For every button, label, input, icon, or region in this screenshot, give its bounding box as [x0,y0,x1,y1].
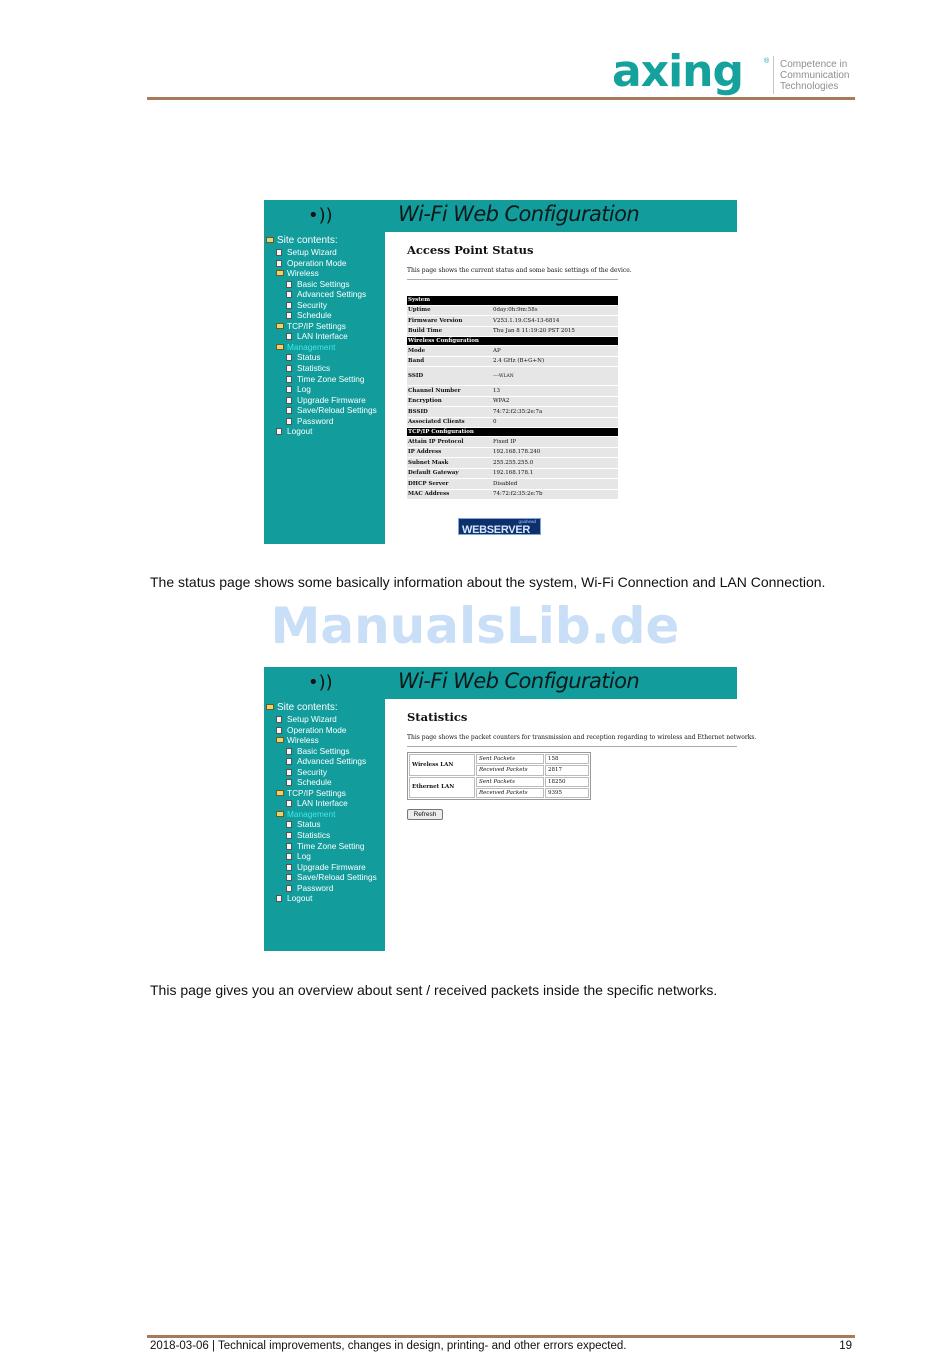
counter-label: Received Packets [476,788,544,798]
sidebar-item-password[interactable] [266,416,377,427]
sidebar-item-password[interactable] [266,883,377,894]
header-rule [147,97,855,100]
row-value: Disabled [492,479,618,490]
status-content [385,232,737,544]
sidebar-item-status[interactable] [266,819,377,830]
nav-tree [266,702,377,904]
row-value: AP [492,346,618,357]
sidebar-item-label: Upgrade Firmware [297,861,366,872]
sidebar-item-label: Statistics [297,830,331,841]
folder-icon [266,704,274,710]
section-header-row [407,296,618,305]
row-key: BSSID [407,407,492,418]
wifi-icon: •)) [308,205,333,226]
sidebar-item-setup-wizard[interactable] [266,247,377,258]
table-row [407,447,618,458]
row-value: 2.4 GHz (B+G+N) [492,356,618,367]
table-row [409,754,589,764]
table-row [407,305,618,316]
tagline-line: Competence in [780,59,848,70]
page-heading: Statistics [407,710,468,724]
sidebar-item-time-zone-setting[interactable] [266,841,377,852]
sidebar-item-label: Upgrade Firmware [297,394,366,405]
divider [407,746,737,747]
sidebar-item-statistics[interactable] [266,830,377,841]
row-value: 192.168.178.1 [492,468,618,479]
page-icon [286,302,292,309]
section-title: System [407,296,618,305]
footer-rule [147,1335,855,1338]
table-row [407,468,618,479]
sidebar-item-logout[interactable] [266,426,377,437]
page-icon [286,291,292,298]
sidebar-item-label: LAN Interface [297,798,348,809]
title-bar [264,667,737,699]
folder-icon [276,737,284,743]
table-row [407,417,618,428]
sidebar-item-operation-mode[interactable] [266,258,377,269]
page-number: 19 [839,1340,852,1352]
divider [407,279,618,280]
badge-big-text: WEBSERVER [462,524,530,536]
row-key: Band [407,356,492,367]
tree-label: Site contents: [277,235,338,246]
site-contents-label [266,235,377,247]
sidebar-item-label: Log [297,851,311,862]
page-icon [276,249,282,256]
section-header-row [407,428,618,437]
sidebar-item-label: Advanced Settings [297,756,367,767]
sidebar-item-label: Logout [287,426,313,437]
page-icon [276,727,282,734]
sidebar-item-label: Security [297,299,327,310]
page-description: This page shows the packet counters for transmission and reception regarding to wireless and Ethernet networks. [407,734,757,741]
sidebar-item-management[interactable] [266,342,377,353]
row-key: IP Address [407,447,492,458]
table-row [407,479,618,490]
footer-text: 2018-03-06 | Technical improvements, changes in design, printing- and other errors expected. [150,1340,627,1352]
sidebar-item-security[interactable] [266,300,377,311]
logo-separator [773,56,774,94]
sidebar-item-label: Status [297,819,321,830]
table-row [407,367,618,386]
sidebar-item-label: LAN Interface [297,331,348,342]
sidebar-item-label: Status [297,352,321,363]
page-icon [286,769,292,776]
page-icon [286,281,292,288]
sidebar-item-save-reload-settings[interactable] [266,872,377,883]
sidebar-item-lan-interface[interactable] [266,798,377,809]
row-key: Subnet Mask [407,458,492,469]
counter-label: Sent Packets [476,754,544,764]
sidebar-item-setup-wizard[interactable] [266,714,377,725]
row-value: 74:72:f2:35:2e:7b [492,489,618,500]
sidebar-item-label: Security [297,766,327,777]
site-contents-sidebar [264,699,385,951]
table-row [407,346,618,357]
section-header-row [407,337,618,346]
sidebar-item-label: Save/Reload Settings [297,872,377,883]
statistics-table [407,752,591,800]
sidebar-item-label: Management [287,341,336,352]
goahead-webserver-badge [458,518,541,535]
row-value: V253.1.19.CS4-13-6814 [492,316,618,327]
sidebar-item-label: Time Zone Setting [297,840,365,851]
row-key: MAC Address [407,489,492,500]
sidebar-item-tcp-ip-settings[interactable] [266,321,377,332]
row-value: 255.255.255.0 [492,458,618,469]
sidebar-item-schedule[interactable] [266,310,377,321]
sidebar-item-logout[interactable] [266,893,377,904]
badge-small-text: goahead [518,519,536,524]
table-row [407,458,618,469]
sidebar-item-lan-interface[interactable] [266,331,377,342]
logo-wordmark: axing [612,46,743,97]
sidebar-item-tcp-ip-settings[interactable] [266,788,377,799]
section-title: TCP/IP Configuration [407,428,618,437]
table-row [407,356,618,367]
folder-icon [276,323,284,329]
nav-tree [266,235,377,437]
status-table [407,296,618,500]
sidebar-item-label: Basic Settings [297,278,350,289]
table-row [409,777,589,787]
network-name: Ethernet LAN [409,777,475,799]
sidebar-item-log[interactable] [266,851,377,862]
row-key: DHCP Server [407,479,492,490]
sidebar-item-label: Password [297,882,334,893]
sidebar-item-label: Wireless [287,735,319,746]
sidebar-item-status[interactable] [266,352,377,363]
watermark: ManualsLib.de [270,597,680,655]
page-icon [286,864,292,871]
page-icon [286,407,292,414]
statistics-content [385,699,757,951]
sidebar-item-label: Save/Reload Settings [297,405,377,416]
table-row [407,437,618,448]
registered-mark: ® [764,58,770,65]
sidebar-item-basic-settings[interactable] [266,279,377,290]
row-value: 0day:0h:9m:58s [492,305,618,316]
tree-label: Site contents: [277,702,338,713]
page-icon [286,397,292,404]
table-row [407,386,618,397]
page-icon [286,354,292,361]
sidebar-item-advanced-settings[interactable] [266,756,377,767]
table-row [407,489,618,500]
page-icon [286,885,292,892]
row-value: 0 [492,417,618,428]
row-key: Build Time [407,326,492,337]
page-icon [286,376,292,383]
sidebar-item-management[interactable] [266,809,377,820]
sidebar-item-label: Basic Settings [297,745,350,756]
row-value: Fixed IP [492,437,618,448]
page-icon [286,333,292,340]
sidebar-item-security[interactable] [266,767,377,778]
row-value: Thu Jan 8 11:19:20 PST 2015 [492,326,618,337]
sidebar-item-label: Operation Mode [287,257,347,268]
sidebar-item-label: Wireless [287,268,319,279]
sidebar-item-label: Setup Wizard [287,247,337,257]
folder-icon [276,270,284,276]
network-name: Wireless LAN [409,754,475,776]
sidebar-item-advanced-settings[interactable] [266,289,377,300]
folder-icon [266,237,274,243]
folder-icon [276,811,284,817]
row-key: Default Gateway [407,468,492,479]
folder-icon [276,790,284,796]
site-contents-label [266,702,377,714]
row-key: Mode [407,346,492,357]
sidebar-item-label: Log [297,384,311,395]
table-row [407,407,618,418]
page-icon [286,821,292,828]
counter-value: 2817 [545,765,589,775]
row-key: Attain IP Protocol [407,437,492,448]
sidebar-item-label: TCP/IP Settings [287,787,346,798]
sidebar-item-label: Password [297,415,334,426]
row-value: 13 [492,386,618,397]
sidebar-item-label: Schedule [297,310,332,321]
statistics-page-screenshot [264,667,757,951]
page-icon [286,853,292,860]
sidebar-item-log[interactable] [266,384,377,395]
page-icon [276,260,282,267]
row-key: Encryption [407,396,492,407]
site-contents-sidebar [264,232,385,544]
table-row [407,396,618,407]
sidebar-item-save-reload-settings[interactable] [266,405,377,416]
sidebar-item-schedule[interactable] [266,777,377,788]
counter-value: 9395 [545,788,589,798]
page-icon [286,779,292,786]
counter-value: 18250 [545,777,589,787]
row-key: Associated Clients [407,417,492,428]
app-title: Wi-Fi Web Configuration [398,669,640,693]
page-icon [276,428,282,435]
title-bar [264,200,737,232]
sidebar-item-label: Logout [287,893,313,904]
status-page-screenshot [264,200,737,544]
wifi-icon: •)) [308,672,333,693]
tagline-line: Technologies [780,81,839,92]
sidebar-item-label: Advanced Settings [297,289,367,300]
row-key: Uptime [407,305,492,316]
logo-tagline [780,59,849,92]
page-icon [286,386,292,393]
sidebar-item-label: Time Zone Setting [297,373,365,384]
caption-status: The status page shows some basically information about the system, Wi-Fi Connection and LAN Connection. [150,574,826,590]
page-icon [286,843,292,850]
sidebar-item-operation-mode[interactable] [266,725,377,736]
caption-statistics: This page gives you an overview about sent / received packets inside the specific networks. [150,982,718,998]
sidebar-item-time-zone-setting[interactable] [266,374,377,385]
section-title: Wireless Configuration [407,337,618,346]
row-key: Channel Number [407,386,492,397]
sidebar-item-label: Statistics [297,363,331,374]
row-value: 192.168.178.240 [492,447,618,458]
sidebar-item-label: Operation Mode [287,724,347,735]
refresh-button[interactable]: Refresh [407,809,443,820]
row-value: ----WLAN [492,367,618,386]
sidebar-item-label: Schedule [297,777,332,788]
folder-icon [276,344,284,350]
page-description: This page shows the current status and some basic settings of the device. [407,267,632,274]
sidebar-item-upgrade-firmware[interactable] [266,395,377,406]
page-icon [276,716,282,723]
table-row [407,316,618,327]
row-key: SSID [407,367,492,386]
sidebar-item-wireless[interactable] [266,735,377,746]
page-icon [276,895,282,902]
page-heading: Access Point Status [407,243,534,257]
table-row [407,326,618,337]
page-icon [286,758,292,765]
page-icon [286,418,292,425]
app-title: Wi-Fi Web Configuration [398,202,640,226]
row-value: WPA2 [492,396,618,407]
counter-label: Received Packets [476,765,544,775]
page-icon [286,874,292,881]
page-icon [286,800,292,807]
page-icon [286,365,292,372]
page-icon [286,312,292,319]
counter-value: 158 [545,754,589,764]
sidebar-item-wireless[interactable] [266,268,377,279]
sidebar-item-label: TCP/IP Settings [287,320,346,331]
sidebar-item-statistics[interactable] [266,363,377,374]
axing-logo [612,46,857,97]
sidebar-item-label: Setup Wizard [287,714,337,724]
row-key: Firmware Version [407,316,492,327]
page-icon [286,832,292,839]
tagline-line: Communication [780,70,850,81]
sidebar-item-label: Management [287,808,336,819]
page-icon [286,748,292,755]
sidebar-item-upgrade-firmware[interactable] [266,862,377,873]
row-value: 74:72:f2:35:2e:7a [492,407,618,418]
sidebar-item-basic-settings[interactable] [266,746,377,757]
counter-label: Sent Packets [476,777,544,787]
